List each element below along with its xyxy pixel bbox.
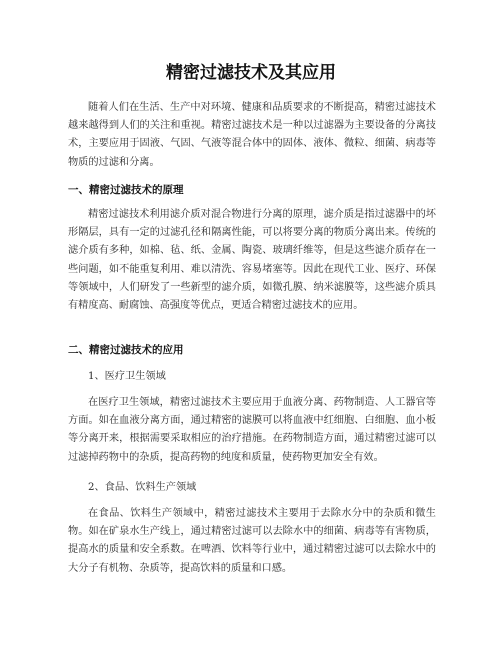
section1-heading: 一、精密过滤技术的原理 xyxy=(68,184,184,196)
section1-paragraph: 精密过滤技术利用滤介质对混合物进行分离的原理，滤介质是指过滤器中的坏形隔层，具有一定的过滤孔径和隔离性能，可以将要分离的物质分离出来。传统的滤介质有多种，如棉、毡、纸、金属、陶瓷、玻璃纤维等，但是这些滤介质存在一些问题，如不能重复利用、难以清洗、容易堵塞等。因此在现代工业、医疗、环保等领域中，人们研发了一些新型的滤介质，如微孔膜、纳米滤膜等，这些滤介质具有精度高、耐腐蚀、高强度等优点，更适合精密过滤技术的应用。 xyxy=(68,209,436,312)
section2-heading: 二、精密过滤技术的应用 xyxy=(68,344,184,356)
item2-paragraph: 在食品、饮料生产领域中，精密过滤技术主要用于去除水分中的杂质和微生物。如在矿泉水生产线上，通过精密过滤可以去除水中的细菌、病毒等有害物质，提高水的质量和安全系数。在啤酒、饮料等行业中，通过精密过滤可以去除水中的大分子有机物、杂质等，提高饮料的质量和口感。 xyxy=(68,508,436,574)
document-title: 精密过滤技术及其应用 xyxy=(166,63,336,83)
item1-heading: 1、医疗卫生领域 xyxy=(88,371,166,382)
intro-paragraph: 随着人们在生活、生产中对环境、健康和品质要求的不断提高，精密过滤技术越来越得到人们的关注和重视。精密过滤技术是一种以过滤器为主要设备的分离技术，主要应用于固液、气固、气液等混合体中的固体、液体、微粒、细菌、病毒等物质的过滤和分离。 xyxy=(68,102,436,168)
item1-paragraph: 在医疗卫生领域，精密过滤技术主要应用于血液分离、药物制造、人工器官等方面。如在血液分离方面，通过精密的滤膜可以将血液中红细胞、白细胞、血小板等分离开来，根据需要采取相应的治疗措施。在药物制造方面，通过精密过滤可以过滤掉药物中的杂质，提高药物的纯度和质量，使药物更加安全有效。 xyxy=(68,397,436,463)
item2-heading: 2、食品、饮料生产领域 xyxy=(88,482,197,493)
